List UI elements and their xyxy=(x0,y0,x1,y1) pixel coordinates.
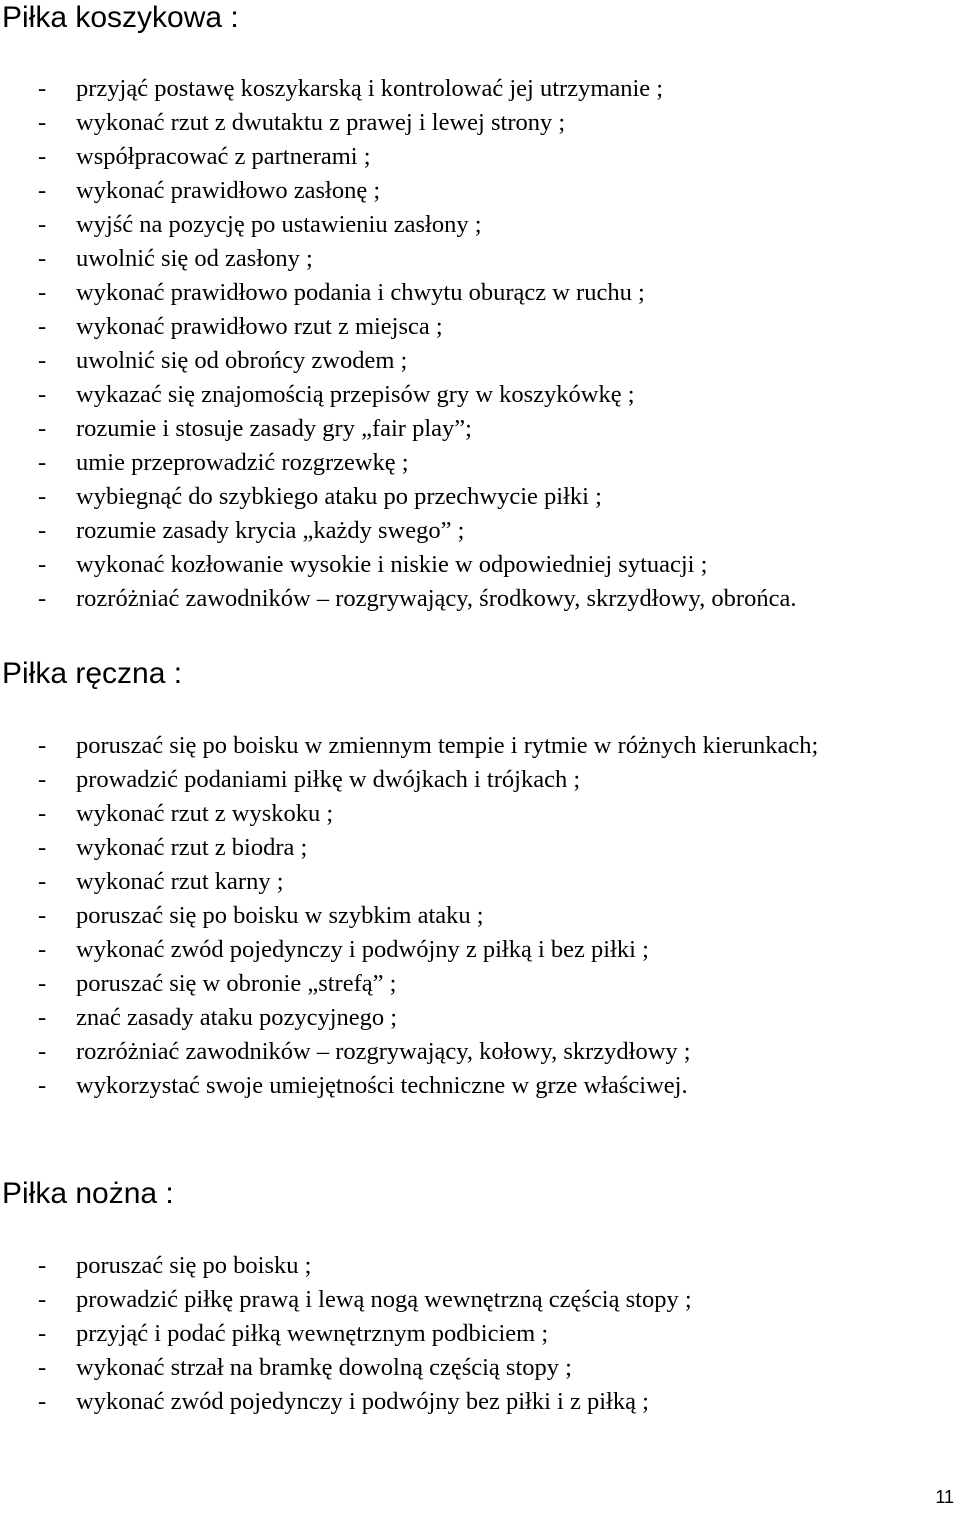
bullet-dash: - xyxy=(38,381,47,408)
list-item-text: przyjąć i podać piłką wewnętrznym podbiciem ; xyxy=(76,1320,549,1347)
list-item-text: wykonać strzał na bramkę dowolną częścią stopy ; xyxy=(76,1354,572,1381)
list-item-text: rozumie zasady krycia „każdy swego” ; xyxy=(76,517,465,544)
list-item xyxy=(0,933,836,967)
list-item-text: wykonać zwód pojedynczy i podwójny z piłką i bez piłki ; xyxy=(76,936,649,963)
bullet-dash: - xyxy=(38,970,47,997)
list-item xyxy=(0,106,796,140)
bullet-dash: - xyxy=(38,551,47,578)
bullet-dash: - xyxy=(38,313,47,340)
list-item-text: wyjść na pozycję po ustawieniu zasłony ; xyxy=(76,211,482,238)
list-item xyxy=(0,548,796,582)
list-item xyxy=(0,1351,692,1385)
list-item xyxy=(0,174,796,208)
list-item-text: przyjąć postawę koszykarską i kontrolować jej utrzymanie ; xyxy=(76,75,664,102)
section-heading-reczna: Piłka ręczna : xyxy=(2,657,183,690)
list-item xyxy=(0,1317,692,1351)
list-item xyxy=(0,831,836,865)
list-item xyxy=(0,1069,836,1103)
list-item-text: umie przeprowadzić rozgrzewkę ; xyxy=(76,449,409,476)
list-item xyxy=(0,446,796,480)
list-item xyxy=(0,865,836,899)
list-item xyxy=(0,242,796,276)
list-item-text: wykonać rzut z dwutaktu z prawej i lewej strony ; xyxy=(76,109,566,136)
bullet-dash: - xyxy=(38,1252,47,1279)
list-item xyxy=(0,763,836,797)
section-heading-koszykowa: Piłka koszykowa : xyxy=(2,1,239,34)
list-item-text: wykonać zwód pojedynczy i podwójny bez piłki i z piłką ; xyxy=(76,1388,649,1415)
list-item-text: poruszać się po boisku ; xyxy=(76,1252,312,1279)
list-item-text: wykonać rzut karny ; xyxy=(76,868,284,895)
list-item xyxy=(0,140,796,174)
list-item-text: rozróżniać zawodników – rozgrywający, kołowy, skrzydłowy ; xyxy=(76,1038,691,1065)
list-item-text: prowadzić podaniami piłkę w dwójkach i trójkach ; xyxy=(76,766,581,793)
bullet-dash: - xyxy=(38,1286,47,1313)
bullet-dash: - xyxy=(38,211,47,238)
bullet-dash: - xyxy=(38,1072,47,1099)
list-item xyxy=(0,412,796,446)
bullet-dash: - xyxy=(38,517,47,544)
bullet-dash: - xyxy=(38,279,47,306)
list-item xyxy=(0,1035,836,1069)
list-item-text: wykonać rzut z wyskoku ; xyxy=(76,800,334,827)
list-item xyxy=(0,1385,692,1419)
section-heading-nozna: Piłka nożna : xyxy=(2,1177,174,1210)
list-item-text: poruszać się po boisku w zmiennym tempie i rytmie w różnych kierunkach; xyxy=(76,732,819,759)
list-item-text: znać zasady ataku pozycyjnego ; xyxy=(76,1004,398,1031)
bullet-dash: - xyxy=(38,347,47,374)
list-item-text: rozumie i stosuje zasady gry „fair play”; xyxy=(76,415,472,442)
bullet-dash: - xyxy=(38,868,47,895)
skills-list-reczna xyxy=(0,729,836,1103)
bullet-dash: - xyxy=(38,483,47,510)
list-item-text: wykonać prawidłowo rzut z miejsca ; xyxy=(76,313,443,340)
bullet-dash: - xyxy=(38,766,47,793)
list-item xyxy=(0,208,796,242)
list-item-text: rozróżniać zawodników – rozgrywający, środkowy, skrzydłowy, obrońca. xyxy=(76,585,797,612)
list-item xyxy=(0,378,796,412)
list-item-text: poruszać się w obronie „strefą” ; xyxy=(76,970,397,997)
skills-list-koszykowa xyxy=(0,72,796,616)
list-item xyxy=(0,1283,692,1317)
list-item-text: wybiegnąć do szybkiego ataku po przechwycie piłki ; xyxy=(76,483,602,510)
list-item-text: współpracować z partnerami ; xyxy=(76,143,371,170)
bullet-dash: - xyxy=(38,1388,47,1415)
bullet-dash: - xyxy=(38,109,47,136)
bullet-dash: - xyxy=(38,1354,47,1381)
skills-list-nozna xyxy=(0,1249,692,1419)
list-item-text: uwolnić się od obrońcy zwodem ; xyxy=(76,347,408,374)
list-item-text: wykonać kozłowanie wysokie i niskie w odpowiedniej sytuacji ; xyxy=(76,551,708,578)
bullet-dash: - xyxy=(38,1320,47,1347)
bullet-dash: - xyxy=(38,585,47,612)
bullet-dash: - xyxy=(38,449,47,476)
list-item xyxy=(0,514,796,548)
list-item-text: wykazać się znajomością przepisów gry w koszykówkę ; xyxy=(76,381,635,408)
list-item-text: wykonać prawidłowo podania i chwytu oburącz w ruchu ; xyxy=(76,279,645,306)
list-item xyxy=(0,729,836,763)
list-item xyxy=(0,1249,692,1283)
list-item xyxy=(0,582,796,616)
list-item-text: uwolnić się od zasłony ; xyxy=(76,245,313,272)
bullet-dash: - xyxy=(38,177,47,204)
list-item-text: wykonać rzut z biodra ; xyxy=(76,834,308,861)
list-item xyxy=(0,276,796,310)
list-item xyxy=(0,899,836,933)
bullet-dash: - xyxy=(38,732,47,759)
bullet-dash: - xyxy=(38,834,47,861)
list-item xyxy=(0,480,796,514)
bullet-dash: - xyxy=(38,1038,47,1065)
list-item xyxy=(0,72,796,106)
list-item-text: poruszać się po boisku w szybkim ataku ; xyxy=(76,902,484,929)
bullet-dash: - xyxy=(38,936,47,963)
list-item-text: wykorzystać swoje umiejętności techniczne w grze właściwej. xyxy=(76,1072,688,1099)
bullet-dash: - xyxy=(38,143,47,170)
bullet-dash: - xyxy=(38,75,47,102)
bullet-dash: - xyxy=(38,902,47,929)
bullet-dash: - xyxy=(38,800,47,827)
page-number: 11 xyxy=(935,1487,954,1507)
list-item xyxy=(0,310,796,344)
list-item xyxy=(0,1001,836,1035)
bullet-dash: - xyxy=(38,245,47,272)
list-item xyxy=(0,344,796,378)
bullet-dash: - xyxy=(38,415,47,442)
list-item-text: wykonać prawidłowo zasłonę ; xyxy=(76,177,381,204)
bullet-dash: - xyxy=(38,1004,47,1031)
list-item xyxy=(0,967,836,1001)
list-item-text: prowadzić piłkę prawą i lewą nogą wewnętrzną częścią stopy ; xyxy=(76,1286,692,1313)
list-item xyxy=(0,797,836,831)
